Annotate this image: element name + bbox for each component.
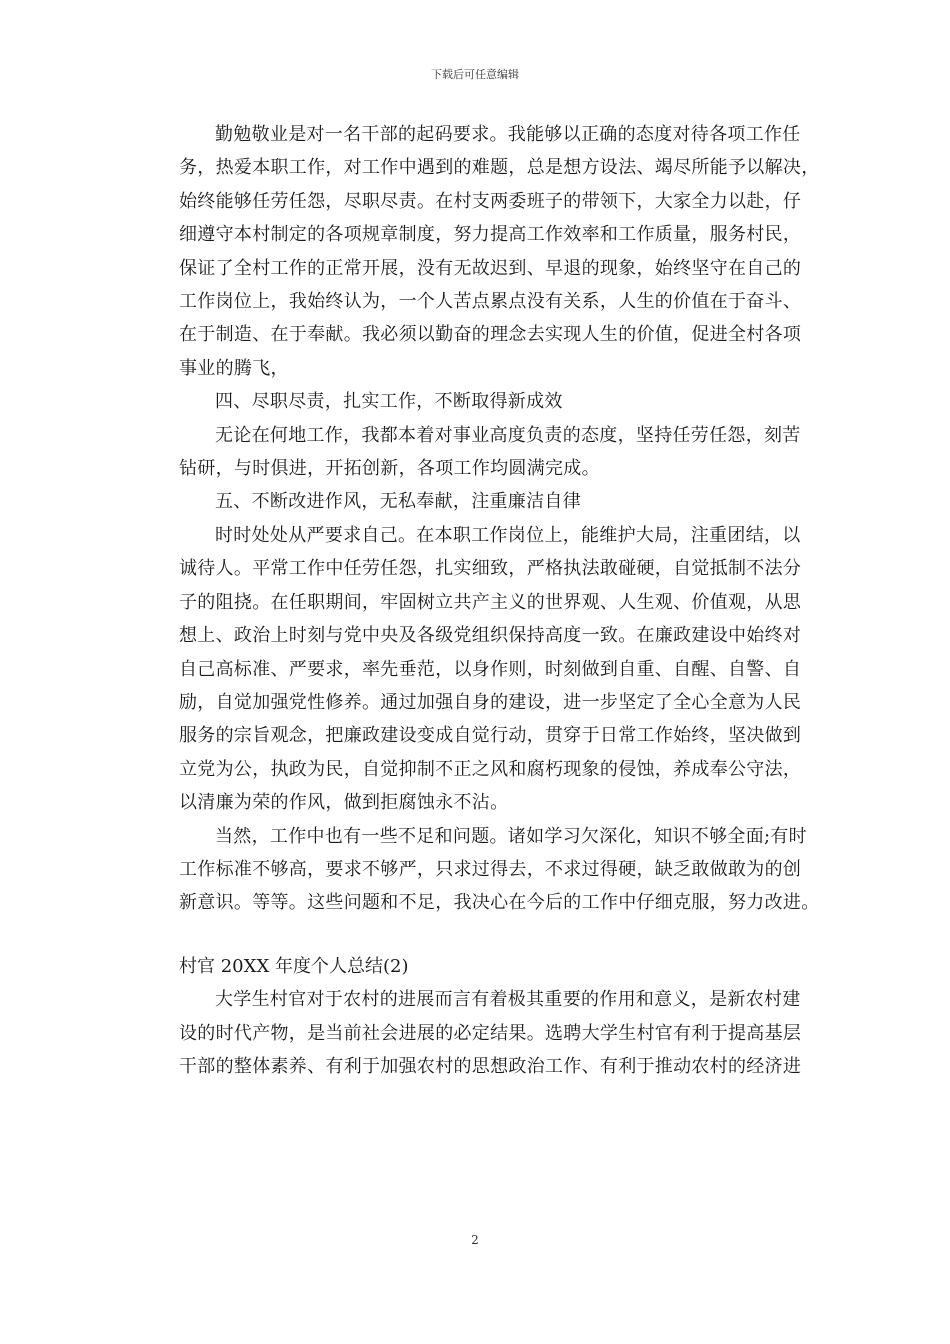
text-line: 时时处处从严要求自己。在本职工作岗位上，能维护大局，注重团结，以 xyxy=(215,524,801,546)
text-line: 干部的整体素养、有利于加强农村的思想政治工作、有利于推动农村的经济进 xyxy=(179,1055,802,1077)
text-line: 设的时代产物，是当前社会进展的必定结果。选聘大学生村官有利于提高基层 xyxy=(179,1022,802,1044)
text-line: 自己高标准、严要求，率先垂范，以身作则，时刻做到自重、自醒、自警、自 xyxy=(179,658,802,680)
text-line: 事业的腾飞， xyxy=(179,357,289,379)
section-heading-4 xyxy=(143,385,833,418)
paragraph xyxy=(143,983,833,1083)
section-spacer xyxy=(143,920,833,950)
text-line: 励，自觉加强党性修养。通过加强自身的建设，进一步坚定了全心全意为人民 xyxy=(179,691,802,713)
text-line: 始终能够任劳任怨，尽职尽责。在村支两委班子的带领下，大家全力以赴，仔 xyxy=(179,190,802,212)
text-line: 新意识。等等。这些问题和不足，我决心在今后的工作中仔细克服，努力改进。 xyxy=(179,892,820,914)
text-line: 当然，工作中也有一些不足和问题。诸如学习欠深化，知识不够全面;有时 xyxy=(215,825,807,847)
text-line: 大学生村官对于农村的进展而言有着极其重要的作用和意义，是新农村建 xyxy=(215,989,801,1011)
heading-text: 四、尽职尽责，扎实工作，不断取得新成效 xyxy=(215,391,563,413)
text-line: 以清廉为荣的作风，做到拒腐蚀永不沾。 xyxy=(179,792,509,814)
text-line: 工作标准不够高，要求不够严，只求过得去，不求过得硬，缺乏敢做敢为的创 xyxy=(179,858,802,880)
paragraph xyxy=(143,118,833,385)
text-line: 工作岗位上，我始终认为，一个人苦点累点没有关系，人生的价值在于奋斗、 xyxy=(179,291,802,313)
paragraph xyxy=(143,820,833,920)
page-header: 下载后可任意编辑 xyxy=(431,68,519,81)
text-line: 在于制造、在于奉献。我必须以勤奋的理念去实现人生的价值，促进全村各项 xyxy=(179,324,802,346)
text-line: 无论在何地工作，我都本着对事业高度负责的态度，坚持任劳任怨，刻苦 xyxy=(215,424,801,446)
page-number: 2 xyxy=(471,1233,479,1247)
text-line: 细遵守本村制定的各项规章制度，努力提高工作效率和工作质量，服务村民， xyxy=(179,224,802,246)
heading-text: 五、不断改进作风，无私奉献，注重廉洁自律 xyxy=(215,491,581,513)
text-line: 勤勉敬业是对一名干部的起码要求。我能够以正确的态度对待各项工作任 xyxy=(215,124,801,145)
text-line: 务，热爱本职工作，对工作中遇到的难题，总是想方设法、竭尽所能予以解决， xyxy=(179,157,820,179)
text-line: 钻研，与时俱进，开拓创新，各项工作均圆满完成。 xyxy=(179,458,600,480)
text-line: 保证了全村工作的正常开展，没有无故迟到、早退的现象，始终坚守在自己的 xyxy=(179,257,802,279)
text-line: 子的阻挠。在任职期间，牢固树立共产主义的世界观、人生观、价值观，从思 xyxy=(179,591,802,613)
text-line: 服务的宗旨观念，把廉政建设变成自觉行动，贯穿于日常工作始终，坚决做到 xyxy=(179,725,802,747)
document-body xyxy=(143,118,833,1083)
text-line: 诚待人。平常工作中任劳任怨，扎实细致，严格执法敢碰硬，自觉抵制不法分 xyxy=(179,558,802,580)
paragraph xyxy=(143,519,833,820)
section-title: 村官 20XX 年度个人总结(2) xyxy=(179,955,409,977)
paragraph xyxy=(143,419,833,486)
text-line: 立党为公，执政为民，自觉抑制不正之风和腐朽现象的侵蚀，养成奉公守法， xyxy=(179,758,802,780)
section-heading-5 xyxy=(143,485,833,518)
text-line: 想上、政治上时刻与党中央及各级党组织保持高度一致。在廉政建设中始终对 xyxy=(179,625,802,647)
